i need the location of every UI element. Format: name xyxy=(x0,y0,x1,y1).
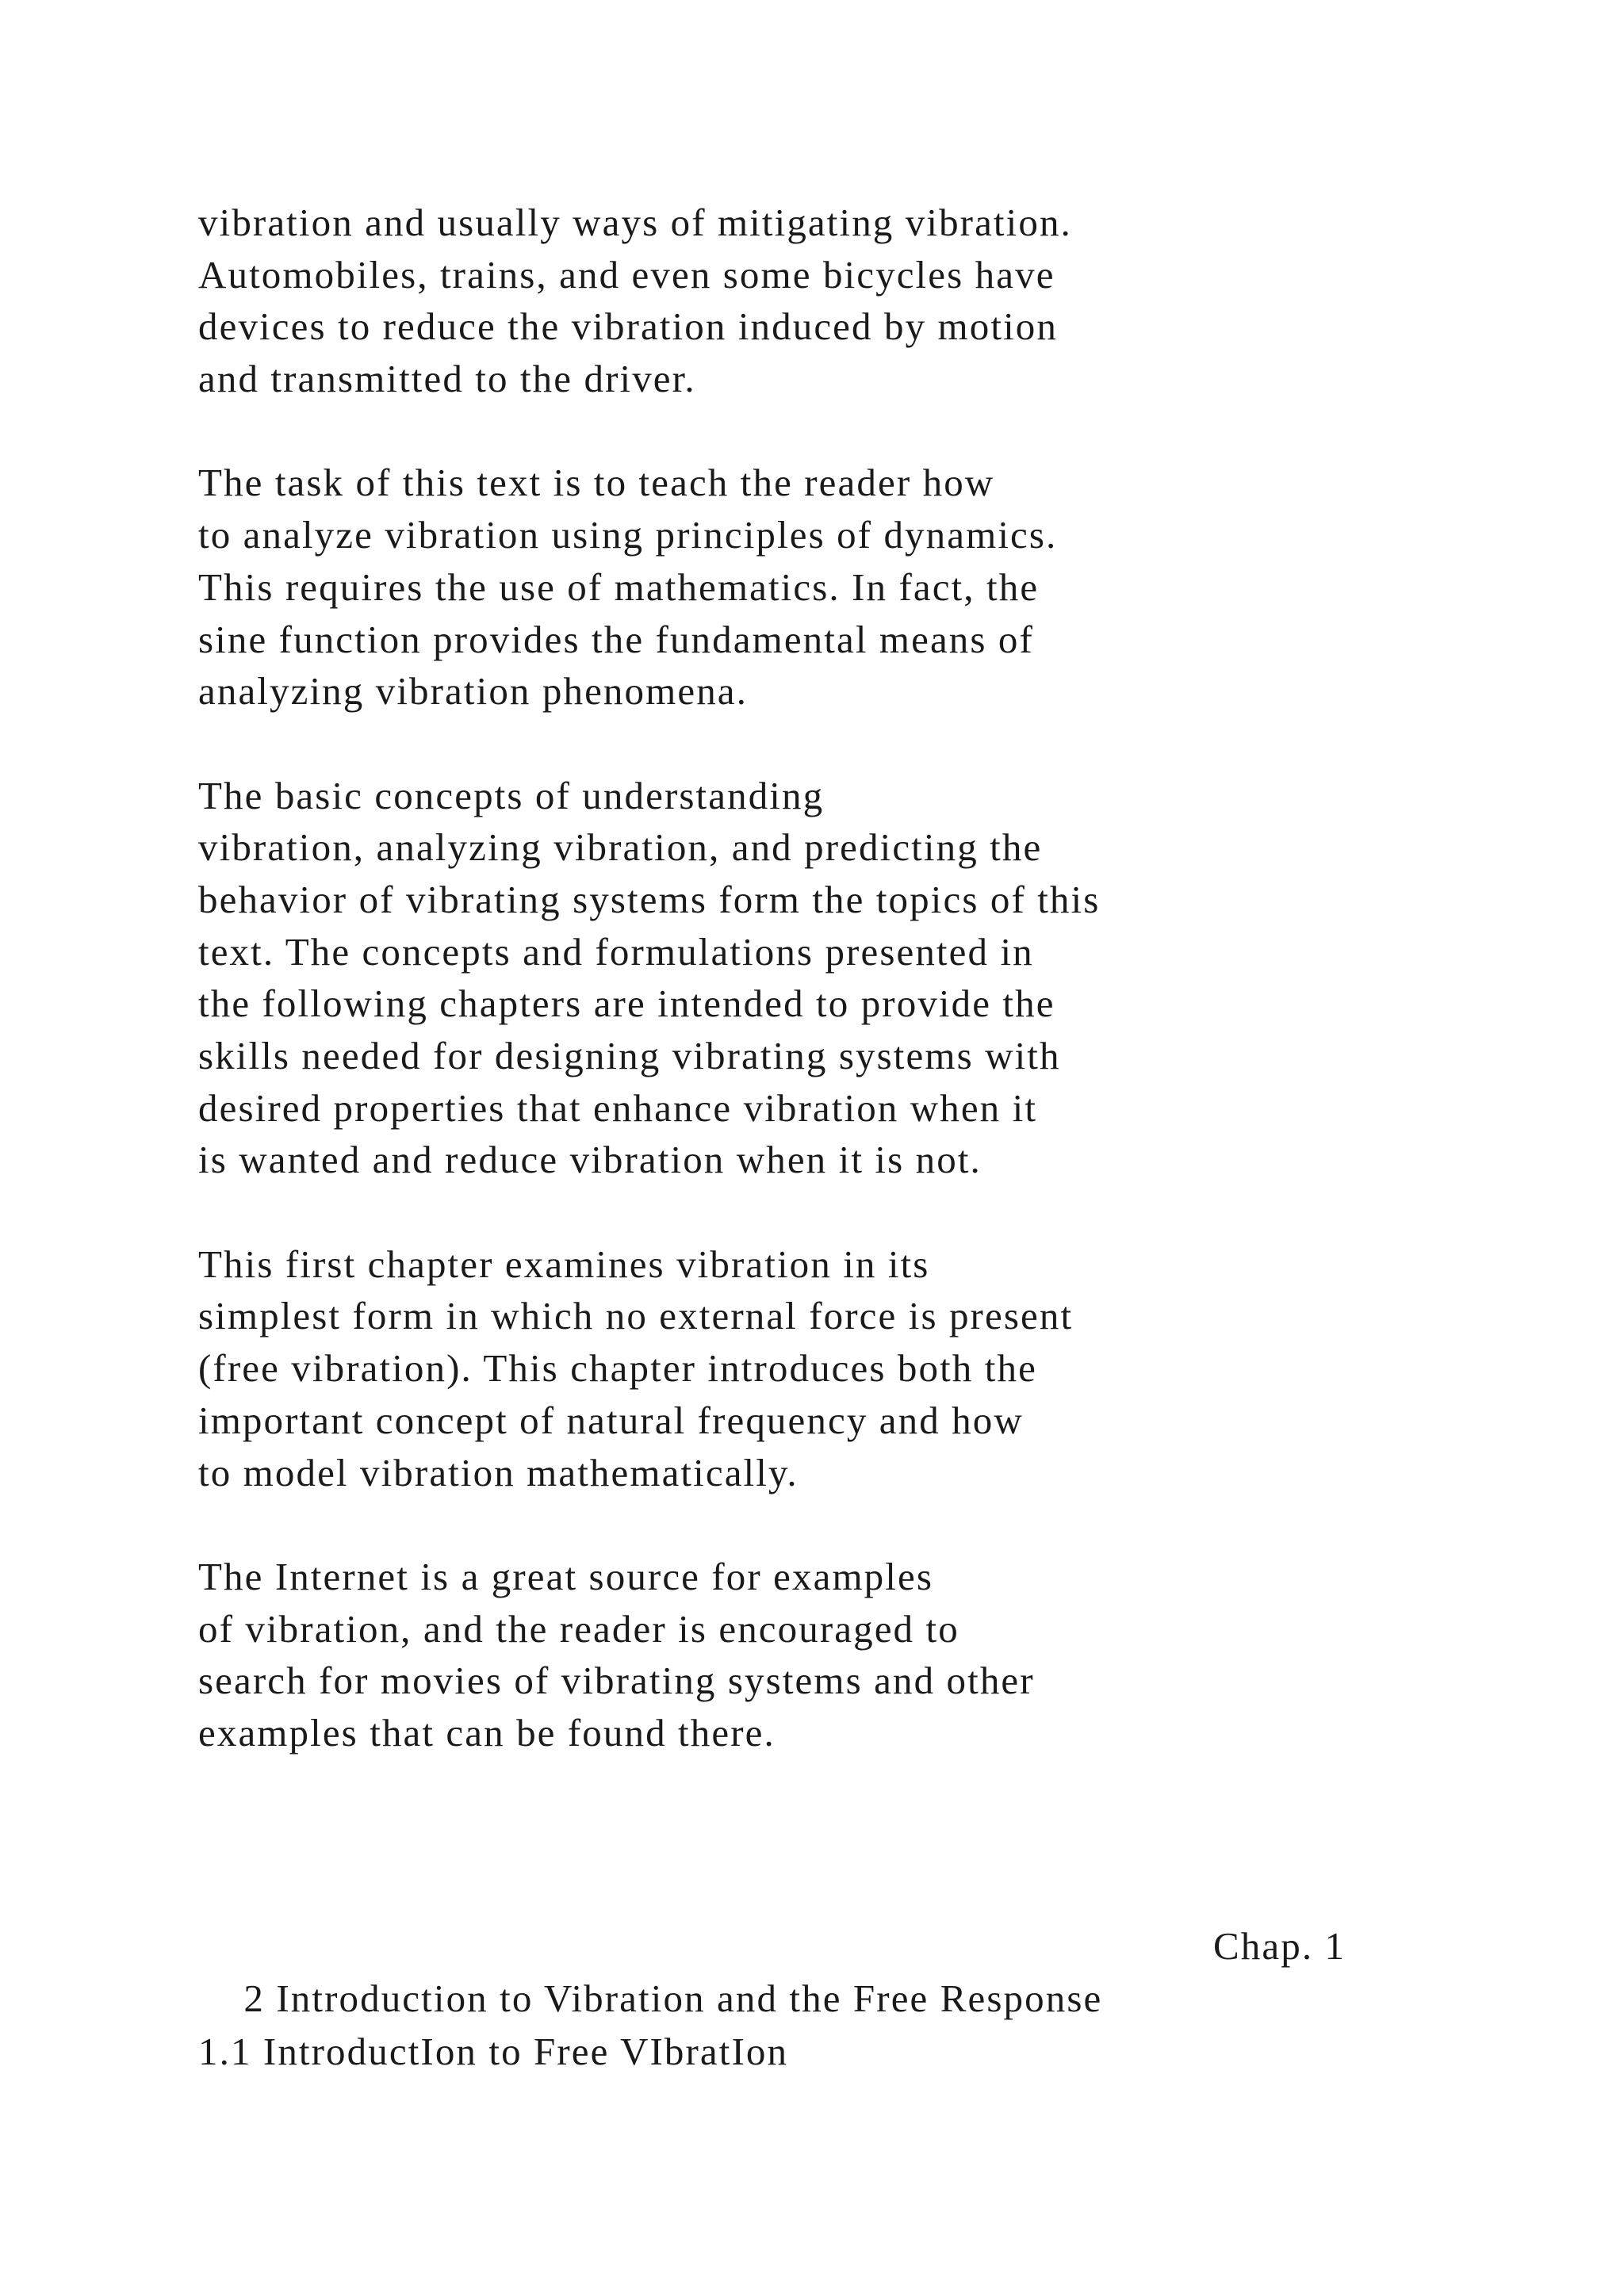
text-line: search for movies of vibrating systems and other xyxy=(198,1659,1035,1703)
running-footer xyxy=(198,1920,1435,2130)
text-line: devices to reduce the vibration induced by motion xyxy=(198,304,1058,349)
text-line: (free vibration). This chapter introduces both the xyxy=(198,1346,1037,1391)
text-line: vibration, analyzing vibration, and predicting the xyxy=(198,825,1043,870)
paragraph xyxy=(198,770,1507,1187)
text-line: behavior of vibrating systems form the topics of this xyxy=(198,877,1101,921)
text-line: examples that can be found there. xyxy=(198,1710,776,1755)
text-line: to analyze vibration using principles of dynamics. xyxy=(198,513,1058,557)
paragraph xyxy=(198,1551,1507,1759)
text-line: Automobiles, trains, and even some bicycles have xyxy=(198,252,1055,297)
text-line: text. The concepts and formulations presented in xyxy=(198,929,1034,974)
text-line: of vibration, and the reader is encouraged to xyxy=(198,1606,959,1651)
text-line: skills needed for designing vibrating systems with xyxy=(198,1034,1061,1077)
text-line: desired properties that enhance vibration when it xyxy=(198,1085,1038,1130)
text-line: the following chapters are intended to provide the xyxy=(198,982,1055,1026)
text-line: simplest form in which no external force is present xyxy=(198,1294,1074,1338)
paragraph xyxy=(198,1238,1507,1498)
section-heading: 1.1 IntroductIon to Free VIbratIon xyxy=(198,2030,789,2073)
text-line: The basic concepts of understanding xyxy=(198,773,825,817)
text-line: vibration and usually ways of mitigating vibration. xyxy=(198,201,1072,244)
text-line: to model vibration mathematically. xyxy=(198,1450,799,1494)
text-line: important concept of natural frequency and how xyxy=(198,1398,1024,1442)
body-text xyxy=(198,197,1507,1811)
paragraph xyxy=(198,197,1507,405)
paragraph xyxy=(198,457,1507,717)
running-footer-title: 2 Introduction to Vibration and the Free Response xyxy=(243,1976,1103,2020)
text-line: The Internet is a great source for examples xyxy=(198,1554,934,1598)
text-line: sine function provides the fundamental means of xyxy=(198,617,1034,661)
text-line: analyzing vibration phenomena. xyxy=(198,669,748,714)
text-line: is wanted and reduce vibration when it is not. xyxy=(198,1138,982,1182)
text-line: This first chapter examines vibration in its xyxy=(198,1242,930,1286)
text-line: This requires the use of mathematics. In fact, the xyxy=(198,564,1040,609)
chapter-label: Chap. 1 xyxy=(1213,1924,1346,1968)
text-line: The task of this text is to teach the reader how xyxy=(198,461,995,505)
text-line: and transmitted to the driver. xyxy=(198,357,696,401)
